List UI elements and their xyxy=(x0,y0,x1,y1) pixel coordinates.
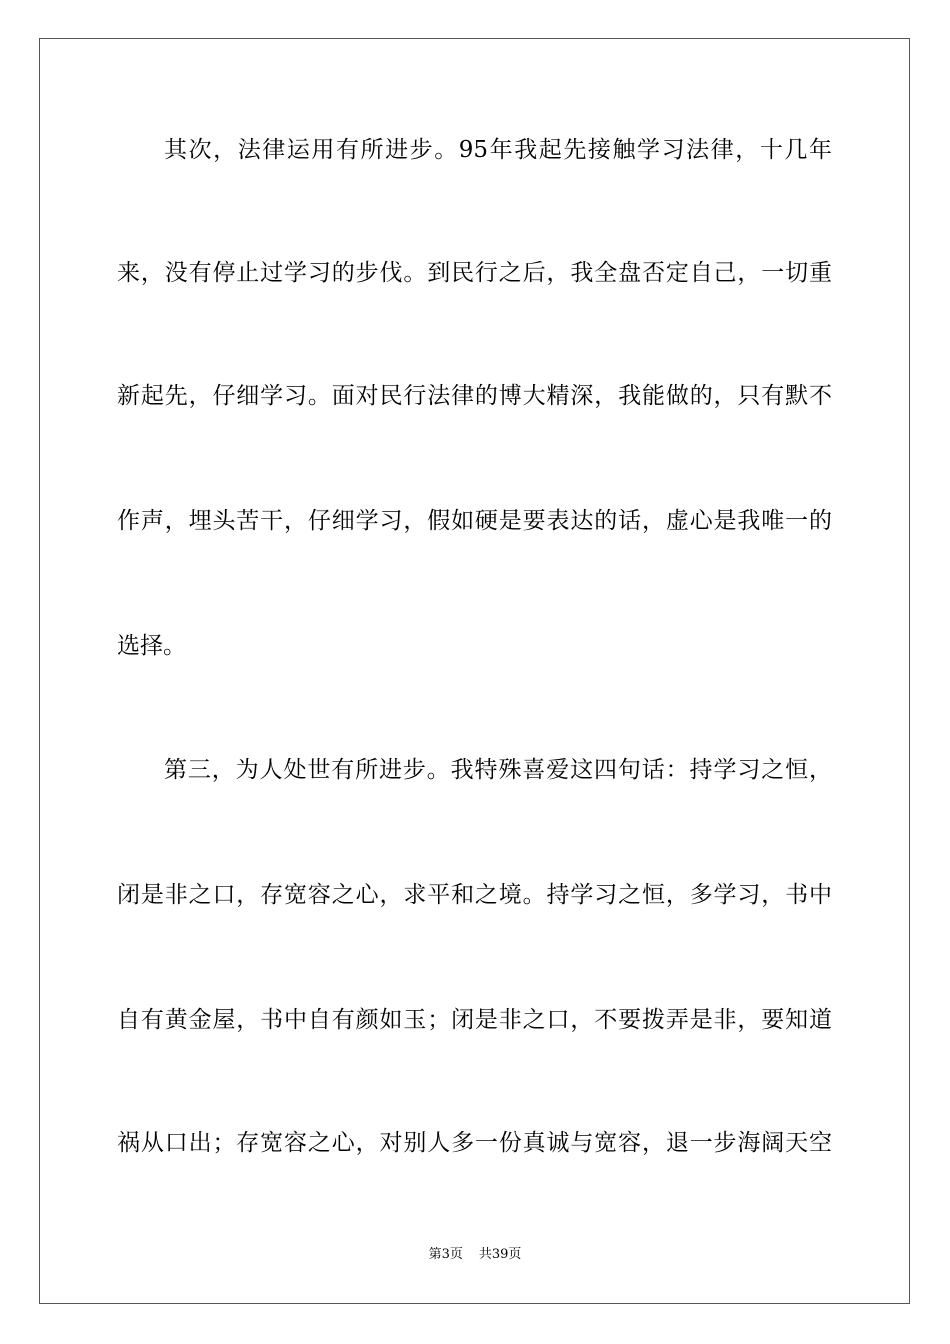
page-number-current: 第3页 xyxy=(428,1247,463,1262)
page-footer xyxy=(0,1246,950,1264)
paragraph-line-6: 第三，为人处世有所进步。我特殊喜爱这四句话：持学习之恒， xyxy=(164,757,832,783)
paragraph-line-8: 自有黄金屋，书中自有颜如玉；闭是非之口，不要拨弄是非，要知道 xyxy=(117,1007,832,1033)
paragraph-line-1: 其次，法律运用有所进步。95年我起先接触学习法律，十几年 xyxy=(164,137,832,163)
paragraph-line-5: 选择。 xyxy=(117,633,186,659)
paragraph-line-3: 新起先，仔细学习。面对民行法律的博大精深，我能做的，只有默不 xyxy=(117,383,832,409)
paragraph-line-9: 祸从口出；存宽容之心，对别人多一份真诚与宽容，退一步海阔天空 xyxy=(117,1130,832,1156)
page-number-total: 共39页 xyxy=(478,1247,522,1262)
paragraph-line-2: 来，没有停止过学习的步伐。到民行之后，我全盘否定自己，一切重 xyxy=(117,260,832,286)
paragraph-line-7: 闭是非之口，存宽容之心，求平和之境。持学习之恒，多学习，书中 xyxy=(117,882,832,908)
paragraph-line-4: 作声，埋头苦干，仔细学习，假如硬是要表达的话，虚心是我唯一的 xyxy=(117,508,832,534)
page-frame xyxy=(39,38,910,1304)
